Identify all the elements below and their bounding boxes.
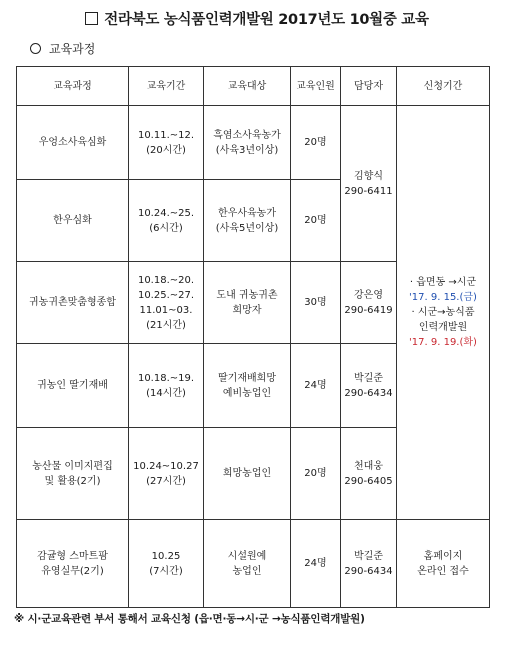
page-title: 전라북도 농식품인력개발원 2017년도 10월중 교육	[12, 8, 502, 29]
online-apply-cell: 홈페이지 온라인 접수	[397, 520, 490, 608]
header-course: 교육과정	[17, 67, 129, 106]
table-row	[17, 106, 490, 180]
target-cell: 시설원예 농업인	[204, 520, 291, 608]
period-cell: 10.24~10.27 (27시간)	[129, 428, 204, 520]
course-cell: 한우심화	[17, 180, 129, 262]
table-header-row	[17, 67, 490, 106]
count-cell: 24명	[291, 520, 341, 608]
course-cell: 감귤형 스마트팜 유영실무(2기)	[17, 520, 129, 608]
period-cell: 10.18.~19. (14시간)	[129, 344, 204, 428]
checkbox-square-icon	[85, 12, 98, 25]
count-cell: 24명	[291, 344, 341, 428]
header-period: 교육기간	[129, 67, 204, 106]
period-cell: 10.25 (7시간)	[129, 520, 204, 608]
contact-cell: 박길준 290-6434	[341, 520, 397, 608]
section-heading: 교육과정	[30, 40, 95, 57]
contact-cell: 천대웅 290-6405	[341, 428, 397, 520]
apply-period-cell: · 읍면동 →시군 '17. 9. 15.(금) · 시군→농식품 인력개발원 '17. 9. 19.(화)	[397, 106, 490, 520]
target-cell: 한우사육농가 (사육5년이상)	[204, 180, 291, 262]
course-cell: 귀농귀촌맞춤형종합	[17, 262, 129, 344]
course-cell: 농산물 이미지편집 및 활용(2기)	[17, 428, 129, 520]
contact-cell: 김향식 290-6411	[341, 106, 397, 262]
header-apply: 신청기간	[397, 67, 490, 106]
table-row	[17, 520, 490, 608]
circle-bullet-icon	[30, 43, 41, 54]
target-cell: 흑염소사육농가 (사육3년이상)	[204, 106, 291, 180]
contact-cell: 박길준 290-6434	[341, 344, 397, 428]
period-cell: 10.11.~12. (20시간)	[129, 106, 204, 180]
header-contact: 담당자	[341, 67, 397, 106]
course-cell: 귀농인 딸기재배	[17, 344, 129, 428]
count-cell: 20명	[291, 106, 341, 180]
course-cell: 우엉소사육심화	[17, 106, 129, 180]
education-table	[16, 66, 490, 608]
period-cell: 10.24.~25. (6시간)	[129, 180, 204, 262]
count-cell: 20명	[291, 180, 341, 262]
header-count: 교육인원	[291, 67, 341, 106]
target-cell: 딸기재배희망 예비농업인	[204, 344, 291, 428]
count-cell: 30명	[291, 262, 341, 344]
count-cell: 20명	[291, 428, 341, 520]
footer-note: ※ 시·군교육관련 부서 통해서 교육신청 (읍·면·동→시·군 →농식품인력개발원)	[14, 613, 365, 625]
period-cell: 10.18.~20. 10.25.~27. 11.01~03. (21시간)	[129, 262, 204, 344]
target-cell: 도내 귀농귀촌 희망자	[204, 262, 291, 344]
header-target: 교육대상	[204, 67, 291, 106]
contact-cell: 강은영 290-6419	[341, 262, 397, 344]
target-cell: 희망농업인	[204, 428, 291, 520]
